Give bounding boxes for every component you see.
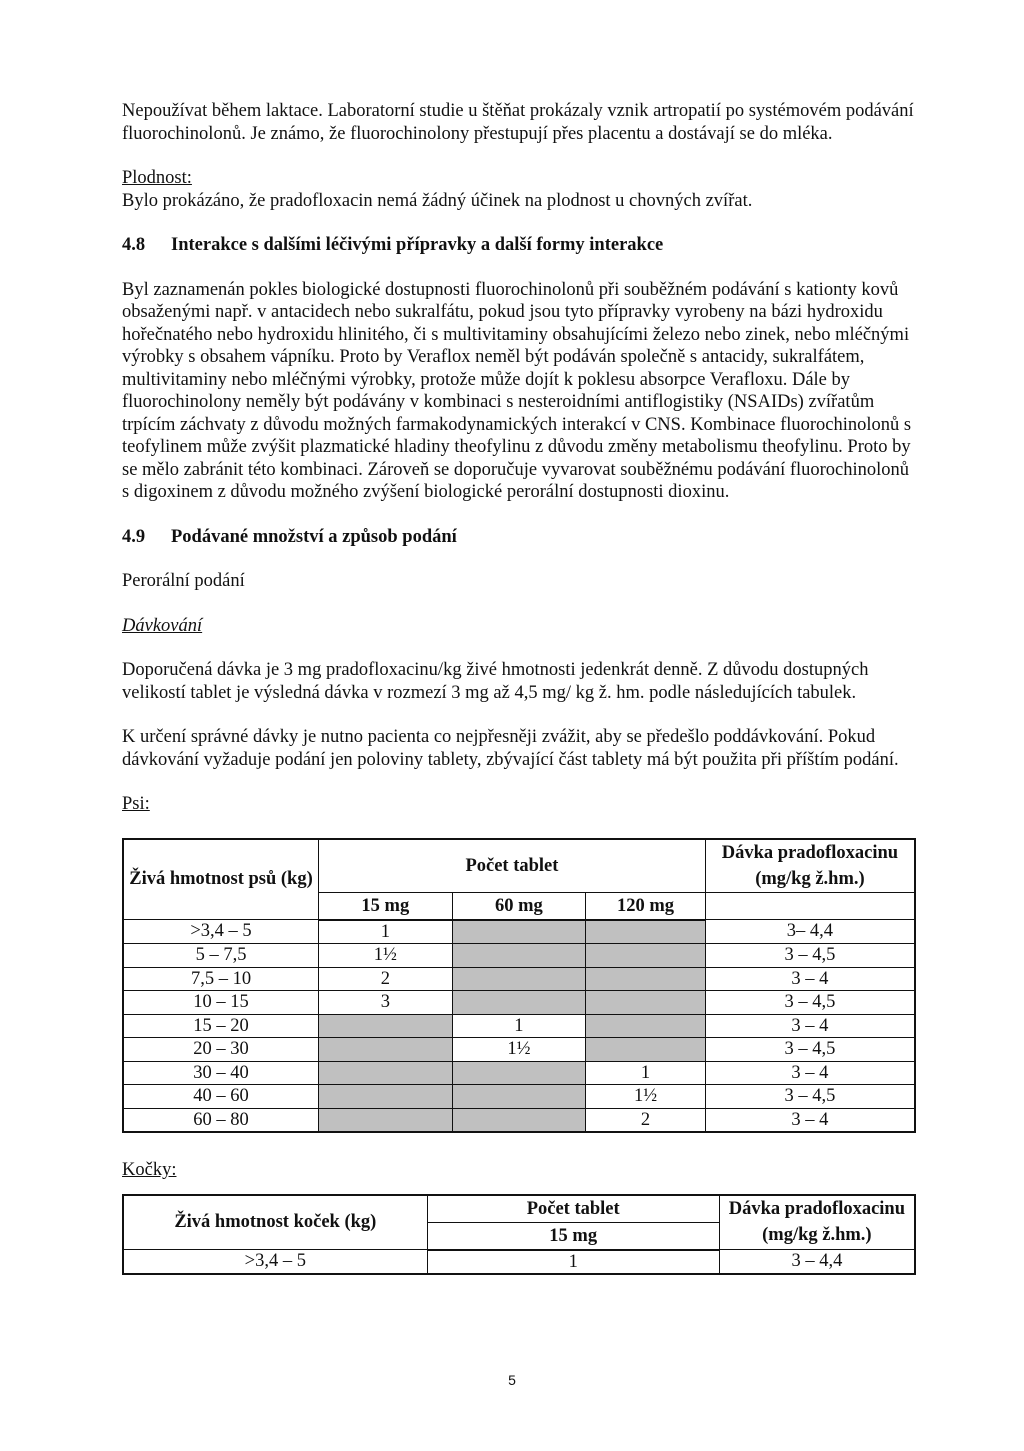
fertility-label: Plodnost: xyxy=(122,168,192,188)
cell-t15: 2 xyxy=(319,967,453,991)
dose-header: Dávka pradofloxacinu (mg/kg ž.hm.) xyxy=(719,1195,915,1250)
cell-dose: 3 – 4 xyxy=(705,1108,915,1132)
table-row xyxy=(123,1250,915,1275)
cell-t15 xyxy=(319,1085,453,1109)
lactation-paragraph: Nepoužívat během laktace. Laboratorní studie u štěňat prokázaly vznik artropatií po systémovém podávání fluorochinolonů. Je známo, že fluorochinolony přestupují přes placentu a dostávají se do mléka. xyxy=(122,101,914,144)
cell-t15 xyxy=(319,1108,453,1132)
cell-weight: 20 – 30 xyxy=(123,1038,319,1062)
tablet-60mg-header: 60 mg xyxy=(452,892,586,920)
table-row xyxy=(123,991,915,1015)
section-number: 4.9 xyxy=(122,526,146,547)
tablets-header: Počet tablet xyxy=(319,839,706,893)
table-row xyxy=(123,967,915,991)
tablets-header: Počet tablet xyxy=(427,1195,719,1223)
cats-dose-table xyxy=(122,1194,916,1276)
section-4-8-heading xyxy=(122,234,917,257)
cell-t60 xyxy=(452,1108,586,1132)
cell-weight: >3,4 – 5 xyxy=(123,1250,427,1275)
cell-t120 xyxy=(586,967,706,991)
fertility-paragraph: Bylo prokázáno, že pradofloxacin nemá žádný účinek na plodnost u chovných zvířat. xyxy=(122,190,753,211)
cell-weight: 10 – 15 xyxy=(123,991,319,1015)
cell-t60 xyxy=(452,1061,586,1085)
page-number: 5 xyxy=(508,1372,516,1388)
cell-dose: 3 – 4 xyxy=(705,1014,915,1038)
cell-dose: 3 – 4,5 xyxy=(705,944,915,968)
cell-dose: 3 – 4,5 xyxy=(705,991,915,1015)
cell-t60 xyxy=(452,991,586,1015)
table-row xyxy=(123,944,915,968)
cell-dose: 3 – 4 xyxy=(705,1061,915,1085)
weighing-paragraph: K určení správné dávky je nutno pacienta co nejpřesněji zvážit, aby se předešlo poddávkování. Pokud dávkování vyžaduje podání jen poloviny tablety, zbývající část tablety má být použita při příštím podání. xyxy=(122,727,899,770)
cell-dose: 3 – 4 xyxy=(705,967,915,991)
table-row xyxy=(123,920,915,944)
table-row xyxy=(123,1014,915,1038)
cell-t120 xyxy=(586,1014,706,1038)
table-row xyxy=(123,1085,915,1109)
table-row xyxy=(123,1038,915,1062)
cats-table-body xyxy=(123,1250,915,1275)
cell-t15 xyxy=(319,1038,453,1062)
cell-t120 xyxy=(586,1038,706,1062)
cell-t15: 3 xyxy=(319,991,453,1015)
cell-dose: 3 – 4,5 xyxy=(705,1085,915,1109)
cell-t15: 1 xyxy=(427,1250,719,1275)
cell-dose: 3– 4,4 xyxy=(705,920,915,944)
cell-t15: 1 xyxy=(319,920,453,944)
dogs-table-body xyxy=(123,920,915,1133)
cell-weight: >3,4 – 5 xyxy=(123,920,319,944)
section-4-9-heading xyxy=(122,526,917,549)
cell-t15 xyxy=(319,1061,453,1085)
cell-t120 xyxy=(586,920,706,944)
dosing-label: Dávkování xyxy=(122,615,203,636)
dogs-label: Psi: xyxy=(122,794,150,814)
cell-t15 xyxy=(319,1014,453,1038)
cell-weight: 30 – 40 xyxy=(123,1061,319,1085)
cell-dose: 3 – 4,4 xyxy=(719,1250,915,1275)
dogs-dose-table xyxy=(122,838,916,1134)
cell-weight: 15 – 20 xyxy=(123,1014,319,1038)
cell-weight: 5 – 7,5 xyxy=(123,944,319,968)
interactions-paragraph: Byl zaznamenán pokles biologické dostupnosti fluorochinolonů při souběžném podávání s kationty kovů obsaženými např. v antacidech nebo sukralfátu, pokud jsou tyto přípravky vyrobeny na bázi hydroxidu hořečnatého nebo hydroxidu hlinitého, či s multivitaminy obsahujícími železo nebo zinek, nebo mléčnými výrobky s obsahem vápníku. Proto by Veraflox neměl být podáván společně s antacidy, sukralfátem, multivitaminy nebo mléčnými výrobky, protože může dojít k poklesu absorpce Verafloxu. Dále by fluorochinolony neměly být podávány v kombinaci s nesteroidními antiflogistiky (NSAIDs) zvířatům trpícím záchvaty z důvodu možných farmakodynamických interakcí v CNS. Kombinace fluorochinolonů s teofylinem může zvýšit plazmatické hladiny theofylinu z důvodu změny metabolismu theofylinu. Proto by se mělo zabránit této kombinaci. Zároveň se doporučuje vyvarovat souběžnému podávání fluorochinolonů s digoxinem z důvodu možného zvýšení biologické perorální dostupnosti dioxinu. xyxy=(122,279,912,502)
route-text: Perorální podání xyxy=(122,571,245,591)
cell-t60 xyxy=(452,1085,586,1109)
cell-t120: 1 xyxy=(586,1061,706,1085)
section-title: Podávané množství a způsob podání xyxy=(171,526,457,547)
cell-weight: 40 – 60 xyxy=(123,1085,319,1109)
cats-label: Kočky: xyxy=(122,1160,177,1180)
weight-header: Živá hmotnost psů (kg) xyxy=(123,839,319,920)
tablet-15mg-header: 15 mg xyxy=(319,892,453,920)
dosing-paragraph: Doporučená dávka je 3 mg pradofloxacinu/kg živé hmotnosti jedenkrát denně. Z důvodu dostupných velikostí tablet je výsledná dávka v rozmezí 3 mg až 4,5 mg/ kg ž. hm. podle následujících tabulek. xyxy=(122,660,869,703)
cell-t120: 1½ xyxy=(586,1085,706,1109)
cell-t60: 1½ xyxy=(452,1038,586,1062)
tablet-120mg-header: 120 mg xyxy=(586,892,706,920)
cell-weight: 60 – 80 xyxy=(123,1108,319,1132)
cell-t60: 1 xyxy=(452,1014,586,1038)
cell-t60 xyxy=(452,920,586,944)
cell-t60 xyxy=(452,967,586,991)
cell-t60 xyxy=(452,944,586,968)
weight-header: Živá hmotnost koček (kg) xyxy=(123,1195,427,1250)
cell-dose: 3 – 4,5 xyxy=(705,1038,915,1062)
table-row xyxy=(123,1061,915,1085)
dose-header: Dávka pradofloxacinu (mg/kg ž.hm.) xyxy=(705,839,915,893)
cell-t120: 2 xyxy=(586,1108,706,1132)
section-title: Interakce s dalšími léčivými přípravky a další formy interakce xyxy=(171,235,664,255)
document-page xyxy=(122,100,917,1275)
tablet-15mg-header: 15 mg xyxy=(427,1222,719,1250)
cell-t120 xyxy=(586,991,706,1015)
table-row xyxy=(123,1108,915,1132)
cell-t15: 1½ xyxy=(319,944,453,968)
section-number: 4.8 xyxy=(122,235,146,255)
cell-weight: 7,5 – 10 xyxy=(123,967,319,991)
cell-t120 xyxy=(586,944,706,968)
